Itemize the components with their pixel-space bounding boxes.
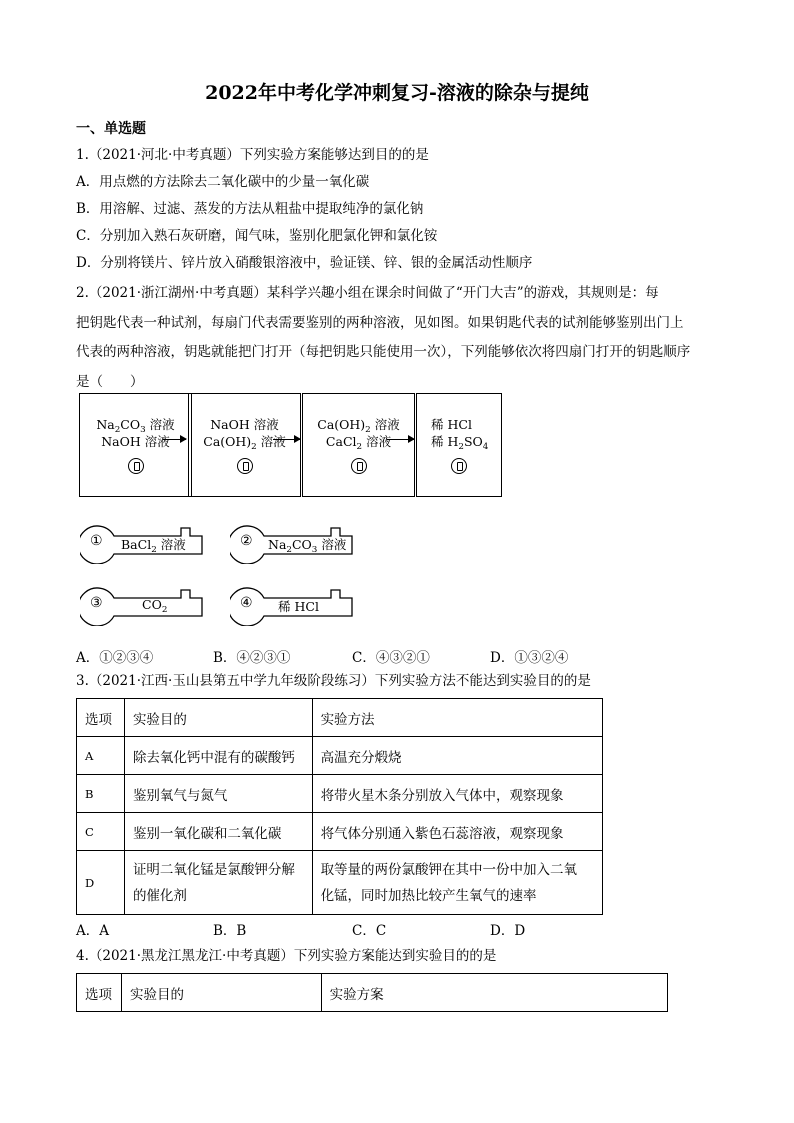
table-row bbox=[77, 813, 603, 851]
table-header-row bbox=[77, 974, 668, 1012]
key-number: ② bbox=[240, 533, 253, 549]
q3-answer-b: B．B bbox=[213, 923, 247, 939]
door-2-text: NaOH 溶液 $Ca(OH)_2$ 溶液 bbox=[203, 417, 286, 452]
q1-option-a: A．用点燃的方法除去二氧化碳中的少量一氧化碳 bbox=[76, 174, 370, 190]
arrow-icon bbox=[273, 439, 300, 440]
q3-table bbox=[76, 698, 603, 915]
table-header-cell: 实验方法 bbox=[312, 699, 602, 737]
q3-answer-d: D．D bbox=[490, 923, 526, 939]
q2-stem-line: 把钥匙代表一种试剂，每扇门代表需要鉴别的两种溶液，见如图。如果钥匙代表的试剂能够鉴别出门上 bbox=[76, 314, 684, 331]
q2-stem-line: 是（ ） bbox=[76, 373, 144, 390]
key-3 bbox=[80, 584, 206, 626]
table-header-cell: 选项 bbox=[77, 974, 122, 1012]
key-label: BaCl$_2$ 溶液 bbox=[121, 537, 186, 555]
keyhole-icon bbox=[128, 458, 144, 474]
q2-stem-line: 代表的两种溶液，钥匙就能把门打开（每把钥匙只能使用一次），下列能够依次将四扇门打开的钥匙顺序 bbox=[76, 344, 691, 360]
door-1-text: $Na_2CO_3$ 溶液 NaOH 溶液 bbox=[96, 417, 175, 449]
table-cell: A bbox=[77, 737, 125, 775]
keyhole-icon bbox=[351, 458, 367, 474]
q2-stem-line: 2.（2021·浙江湖州·中考真题）某科学兴趣小组在课余时间做了“开门大吉”的游戏，其规则是：每 bbox=[76, 285, 659, 301]
table-row bbox=[77, 775, 603, 813]
arrow-icon bbox=[387, 439, 414, 440]
keyhole-icon bbox=[237, 458, 253, 474]
key-4 bbox=[230, 584, 356, 626]
table-header-cell: 实验方案 bbox=[321, 974, 667, 1012]
q3-stem: 3.（2021·江西·玉山县第五中学九年级阶段练习）下列实验方法不能达到实验目的的是 bbox=[76, 673, 591, 689]
q4-stem: 4.（2021·黑龙江黑龙江·中考真题）下列实验方案能达到实验目的的是 bbox=[76, 948, 497, 964]
table-cell: 将气体分别通入紫色石蕊溶液，观察现象 bbox=[312, 813, 602, 851]
q1-option-c: C．分别加入熟石灰研磨，闻气味，鉴别化肥氯化钾和氯化铵 bbox=[76, 228, 438, 244]
document-title: 2022年中考化学冲刺复习-溶液的除杂与提纯 bbox=[205, 82, 589, 104]
table-header-cell: 实验目的 bbox=[124, 699, 312, 737]
q1-option-b: B．用溶解、过滤、蒸发的方法从粗盐中提取纯净的氯化钠 bbox=[76, 201, 424, 217]
table-cell: C bbox=[77, 813, 125, 851]
table-cell: B bbox=[77, 775, 125, 813]
q2-stem bbox=[76, 279, 716, 397]
key-1 bbox=[80, 522, 206, 564]
table-header-row bbox=[77, 699, 603, 737]
table-cell: 除去氧化钙中混有的碳酸钙 bbox=[124, 737, 312, 775]
door-4-text: 稀 HCl 稀 $H_2SO_4$ bbox=[431, 417, 489, 452]
q1-stem: 1.（2021·河北·中考真题）下列实验方案能够达到目的的是 bbox=[76, 147, 429, 163]
door-3-text: $Ca(OH)_2$ 溶液 CaCl$_2$ 溶液 bbox=[317, 417, 400, 452]
keyhole-icon bbox=[451, 458, 467, 474]
door-1 bbox=[79, 393, 192, 497]
table-row bbox=[77, 851, 603, 915]
door-2 bbox=[188, 393, 301, 497]
q2-answer-c: C．④③②① bbox=[352, 650, 430, 666]
q2-answer-d: D．①③②④ bbox=[490, 650, 569, 666]
door-3 bbox=[302, 393, 415, 497]
table-header-cell: 选项 bbox=[77, 699, 125, 737]
table-cell: 取等量的两份氯酸钾在其中一份中加入二氧 化锰，同时加热比较产生氧气的速率 bbox=[312, 851, 602, 915]
key-number: ④ bbox=[240, 595, 253, 611]
table-cell: 鉴别氧气与氮气 bbox=[124, 775, 312, 813]
key-number: ① bbox=[90, 533, 103, 549]
table-cell: 证明二氧化锰是氯酸钾分解 的催化剂 bbox=[124, 851, 312, 915]
table-cell: 鉴别一氧化碳和二氧化碳 bbox=[124, 813, 312, 851]
q3-answer-a: A．A bbox=[76, 923, 109, 939]
q2-answer-b: B．④②③① bbox=[213, 650, 291, 666]
q2-answer-a: A．①②③④ bbox=[76, 650, 154, 666]
q1-option-d: D．分别将镁片、锌片放入硝酸银溶液中，验证镁、锌、银的金属活动性顺序 bbox=[76, 255, 533, 271]
key-number: ③ bbox=[90, 595, 103, 611]
table-cell: 高温充分煅烧 bbox=[312, 737, 602, 775]
table-row bbox=[77, 737, 603, 775]
key-label: $CO_2$ bbox=[142, 597, 168, 615]
arrow-icon bbox=[163, 439, 186, 440]
key-label: 稀 HCl bbox=[278, 599, 319, 614]
q3-answer-c: C．C bbox=[352, 923, 387, 939]
door-4 bbox=[416, 393, 502, 497]
section-heading: 一、单选题 bbox=[76, 121, 146, 137]
key-2 bbox=[230, 522, 356, 564]
q4-table bbox=[76, 973, 668, 1012]
table-cell: 将带火星木条分别放入气体中，观察现象 bbox=[312, 775, 602, 813]
key-label: $Na_2CO_3$ 溶液 bbox=[268, 537, 347, 555]
table-header-cell: 实验目的 bbox=[121, 974, 321, 1012]
table-cell: D bbox=[77, 851, 125, 915]
